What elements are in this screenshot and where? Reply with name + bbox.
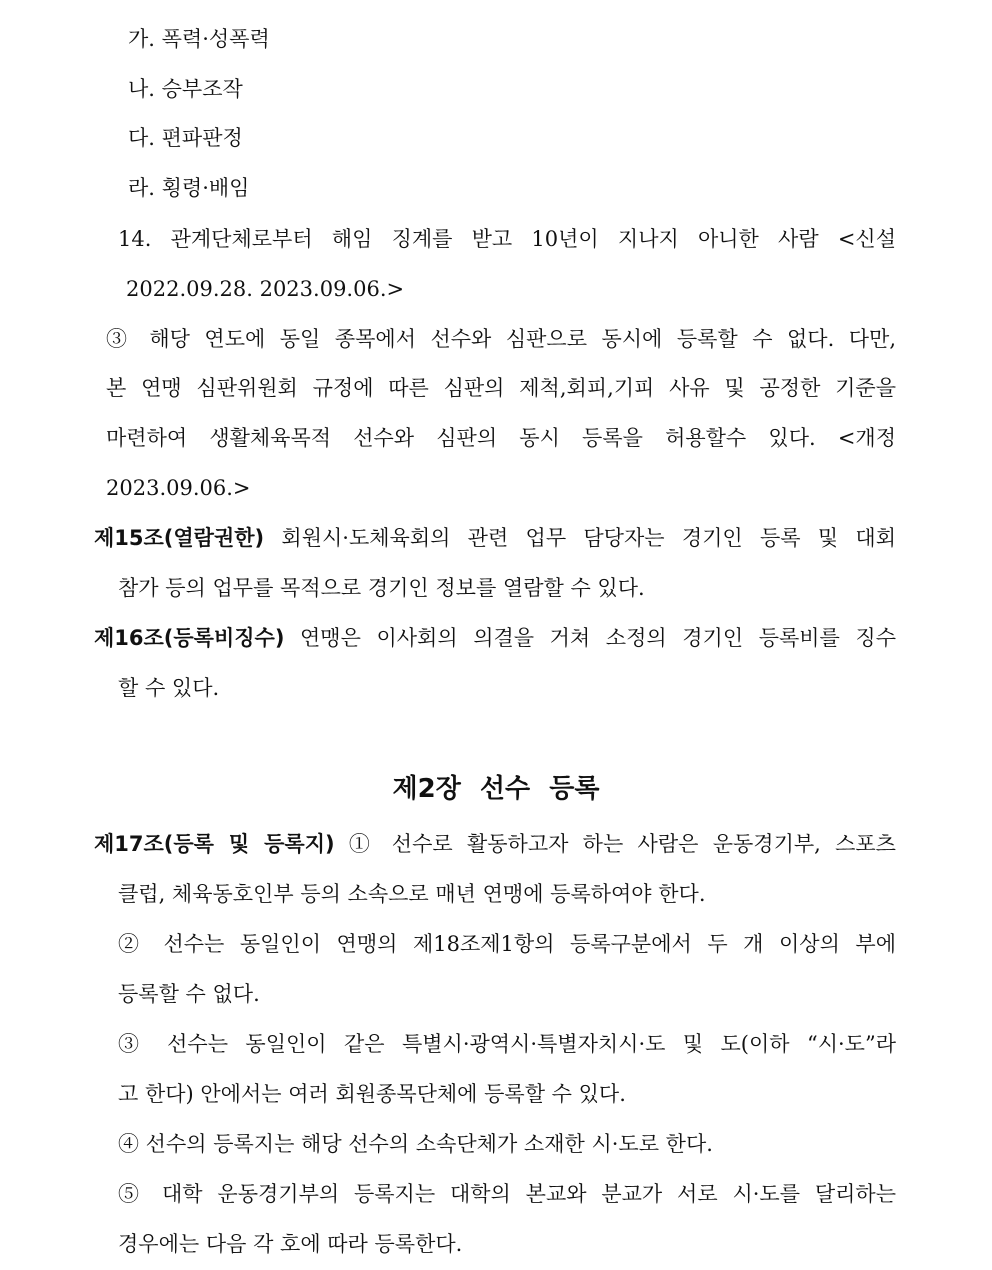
para-3-line4: 2023.09.06.> [106, 476, 251, 500]
para-3-line3: 마련하여 생활체육목적 선수와 심판의 동시 등록을 허용할수 있다. <개정 [106, 426, 896, 450]
list-item: 가. 폭력·성폭력 [128, 27, 270, 51]
article-17-line1: 제17조(등록 및 등록지) ① 선수로 활동하고자 하는 사람은 운동경기부, 스포츠 [94, 832, 896, 856]
article-17-p5-line2: 경우에는 다음 각 호에 따라 등록한다. [118, 1232, 463, 1256]
article-17-p3-line2: 고 한다) 안에서는 여러 회원종목단체에 등록할 수 있다. [118, 1082, 626, 1106]
para-3-line1: ③ 해당 연도에 동일 종목에서 선수와 심판으로 동시에 등록할 수 없다. 다만, [106, 327, 896, 351]
list-item: 다. 편파판정 [128, 126, 243, 150]
article-17-p3-line1: ③ 선수는 동일인이 같은 특별시·광역시·특별자치시·도 및 도(이하 “시·도”라 [118, 1032, 896, 1056]
article-17-heading: 제17조(등록 및 등록지) [94, 832, 335, 856]
article-16-line1: 제16조(등록비징수) 연맹은 이사회의 의결을 거쳐 소정의 경기인 등록비를 징수 [94, 626, 896, 650]
article-16-line2: 할 수 있다. [118, 676, 220, 700]
article-16-heading: 제16조(등록비징수) [94, 626, 285, 650]
article-17-p2-line1: ② 선수는 동일인이 연맹의 제18조제1항의 등록구분에서 두 개 이상의 부에 [118, 932, 896, 956]
article-17-p4-line1: ④ 선수의 등록지는 해당 선수의 소속단체가 소재한 시·도로 한다. [118, 1132, 713, 1156]
item-14-line2: 2022.09.28. 2023.09.06.> [126, 277, 405, 301]
list-item: 나. 승부조작 [128, 77, 243, 101]
article-15-line1: 제15조(열람권한) 회원시·도체육회의 관련 업무 담당자는 경기인 등록 및 대회 [94, 526, 896, 550]
article-15-heading: 제15조(열람권한) [94, 526, 265, 550]
chapter-title: 제2장 선수 등록 [392, 774, 600, 804]
article-17-p2-line2: 등록할 수 없다. [118, 982, 260, 1006]
article-17-p5-line1: ⑤ 대학 운동경기부의 등록지는 대학의 본교와 분교가 서로 시·도를 달리하는 [118, 1182, 896, 1206]
list-item: 라. 횡령·배임 [128, 176, 250, 200]
article-17-line2: 클럽, 체육동호인부 등의 소속으로 매년 연맹에 등록하여야 한다. [118, 882, 706, 906]
item-14-line1: 14. 관계단체로부터 해임 징계를 받고 10년이 지나지 아니한 사람 <신설 [118, 227, 896, 251]
para-3-line2: 본 연맹 심판위원회 규정에 따른 심판의 제척,회피,기피 사유 및 공정한 기준을 [106, 376, 896, 400]
article-15-line2: 참가 등의 업무를 목적으로 경기인 정보를 열람할 수 있다. [118, 576, 645, 600]
